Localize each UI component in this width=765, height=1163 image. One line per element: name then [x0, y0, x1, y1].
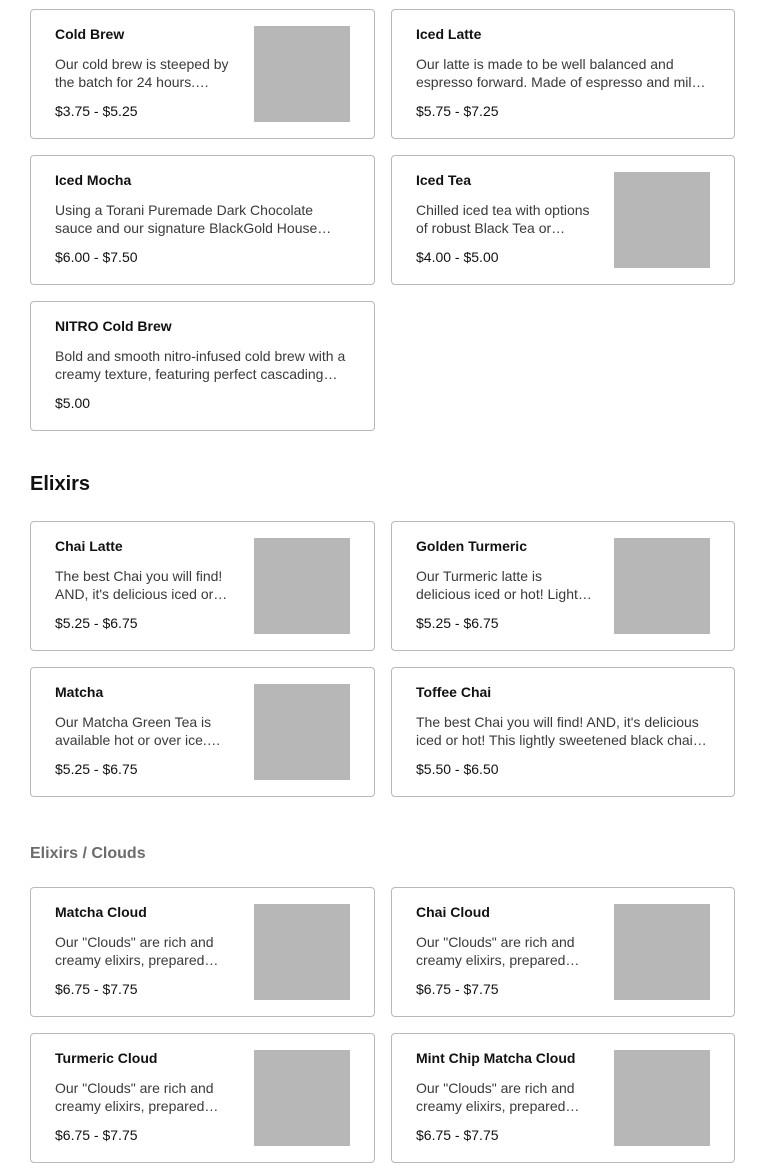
menu-item-image-placeholder	[254, 538, 350, 634]
menu-grid-elixirs-clouds	[30, 887, 735, 1163]
menu-item-description: The best Chai you will find! AND, it's delicious iced or	[55, 568, 223, 602]
section-title-elixirs-clouds: Elixirs / Clouds	[30, 845, 146, 862]
menu-item-name: Matcha Cloud	[55, 904, 147, 920]
menu-item-description: Our latte is made to be well balanced and espresso forward. Made of espresso and milk	[416, 56, 699, 90]
menu-item-card-cold-brew[interactable]	[30, 9, 375, 139]
menu-item-price: $4.00 - $5.00	[416, 249, 499, 265]
menu-grid-cold-drinks	[30, 9, 735, 431]
menu-item-description: Our "Clouds" are rich and creamy elixirs, prepared	[55, 934, 214, 968]
menu-item-description: Our "Clouds" are rich and creamy elixirs, prepared	[416, 1080, 575, 1114]
menu-item-name: Golden Turmeric	[416, 538, 527, 554]
menu-item-image-placeholder	[254, 904, 350, 1000]
section-title-elixirs: Elixirs	[30, 473, 91, 495]
menu-item-description: Our Matcha Green Tea is available hot or over ice.	[55, 714, 212, 748]
menu-item-name: Mint Chip Matcha Cloud	[416, 1050, 576, 1066]
menu-list	[30, 9, 735, 1163]
menu-item-card-toffee-chai[interactable]	[391, 667, 735, 797]
menu-item-card-golden-turmeric[interactable]	[391, 521, 735, 651]
menu-item-name: Cold Brew	[55, 26, 125, 42]
menu-item-price: $6.75 - $7.75	[416, 981, 499, 997]
menu-item-price: $6.00 - $7.50	[55, 249, 138, 265]
menu-item-description: Our cold brew is steeped by the batch for 24 hours.	[55, 56, 229, 90]
menu-item-description: Chilled iced tea with options of robust Black Tea or	[416, 202, 590, 236]
menu-item-card-matcha-cloud[interactable]	[30, 887, 375, 1017]
menu-item-name: Chai Latte	[55, 538, 123, 554]
menu-item-image-placeholder	[254, 684, 350, 780]
menu-item-description: Our Turmeric latte is delicious iced or hot! Lightly	[416, 568, 588, 602]
menu-item-price: $5.00	[55, 395, 91, 411]
menu-grid-elixirs	[30, 521, 735, 797]
menu-item-description: Using a Torani Puremade Dark Chocolate sauce and our signature BlackGold House	[55, 202, 318, 236]
menu-item-name: Matcha	[55, 684, 104, 700]
menu-item-price: $6.75 - $7.75	[416, 1127, 499, 1143]
menu-item-image-placeholder	[254, 26, 350, 122]
menu-item-description: Bold and smooth nitro-infused cold brew with a creamy texture, featuring perfect cascading	[55, 348, 346, 382]
menu-item-name: Turmeric Cloud	[55, 1050, 158, 1066]
menu-item-price: $5.25 - $6.75	[55, 761, 138, 777]
menu-item-card-chai-cloud[interactable]	[391, 887, 735, 1017]
menu-item-card-turmeric-cloud[interactable]	[30, 1033, 375, 1163]
menu-item-price: $6.75 - $7.75	[55, 981, 138, 997]
menu-item-image-placeholder	[254, 1050, 350, 1146]
menu-item-description: Our "Clouds" are rich and creamy elixirs, prepared	[416, 934, 575, 968]
menu-item-name: Toffee Chai	[416, 684, 492, 700]
menu-item-card-mint-chip-matcha-cloud[interactable]	[391, 1033, 735, 1163]
menu-item-image-placeholder	[614, 1050, 710, 1146]
menu-item-card-matcha[interactable]	[30, 667, 375, 797]
menu-item-price: $6.75 - $7.75	[55, 1127, 138, 1143]
menu-item-image-placeholder	[614, 172, 710, 268]
menu-item-price: $5.75 - $7.25	[416, 103, 499, 119]
menu-item-card-chai-latte[interactable]	[30, 521, 375, 651]
menu-item-image-placeholder	[614, 904, 710, 1000]
menu-item-description: The best Chai you will find! AND, it's delicious iced or hot! This lightly sweetened black chai	[416, 714, 699, 748]
menu-item-image-placeholder	[614, 538, 710, 634]
menu-item-name: Iced Latte	[416, 26, 482, 42]
menu-item-price: $5.25 - $6.75	[416, 615, 499, 631]
menu-item-card-iced-latte[interactable]	[391, 9, 735, 139]
menu-item-card-iced-tea[interactable]	[391, 155, 735, 285]
menu-item-description: Our "Clouds" are rich and creamy elixirs, prepared	[55, 1080, 214, 1114]
menu-item-card-nitro-cold-brew[interactable]	[30, 301, 375, 431]
menu-item-name: Iced Tea	[416, 172, 471, 188]
menu-item-name: Chai Cloud	[416, 904, 490, 920]
menu-item-name: Iced Mocha	[55, 172, 132, 188]
menu-item-price: $5.25 - $6.75	[55, 615, 138, 631]
menu-item-price: $3.75 - $5.25	[55, 103, 138, 119]
menu-item-name: NITRO Cold Brew	[55, 318, 172, 334]
menu-item-card-iced-mocha[interactable]	[30, 155, 375, 285]
menu-item-price: $5.50 - $6.50	[416, 761, 499, 777]
